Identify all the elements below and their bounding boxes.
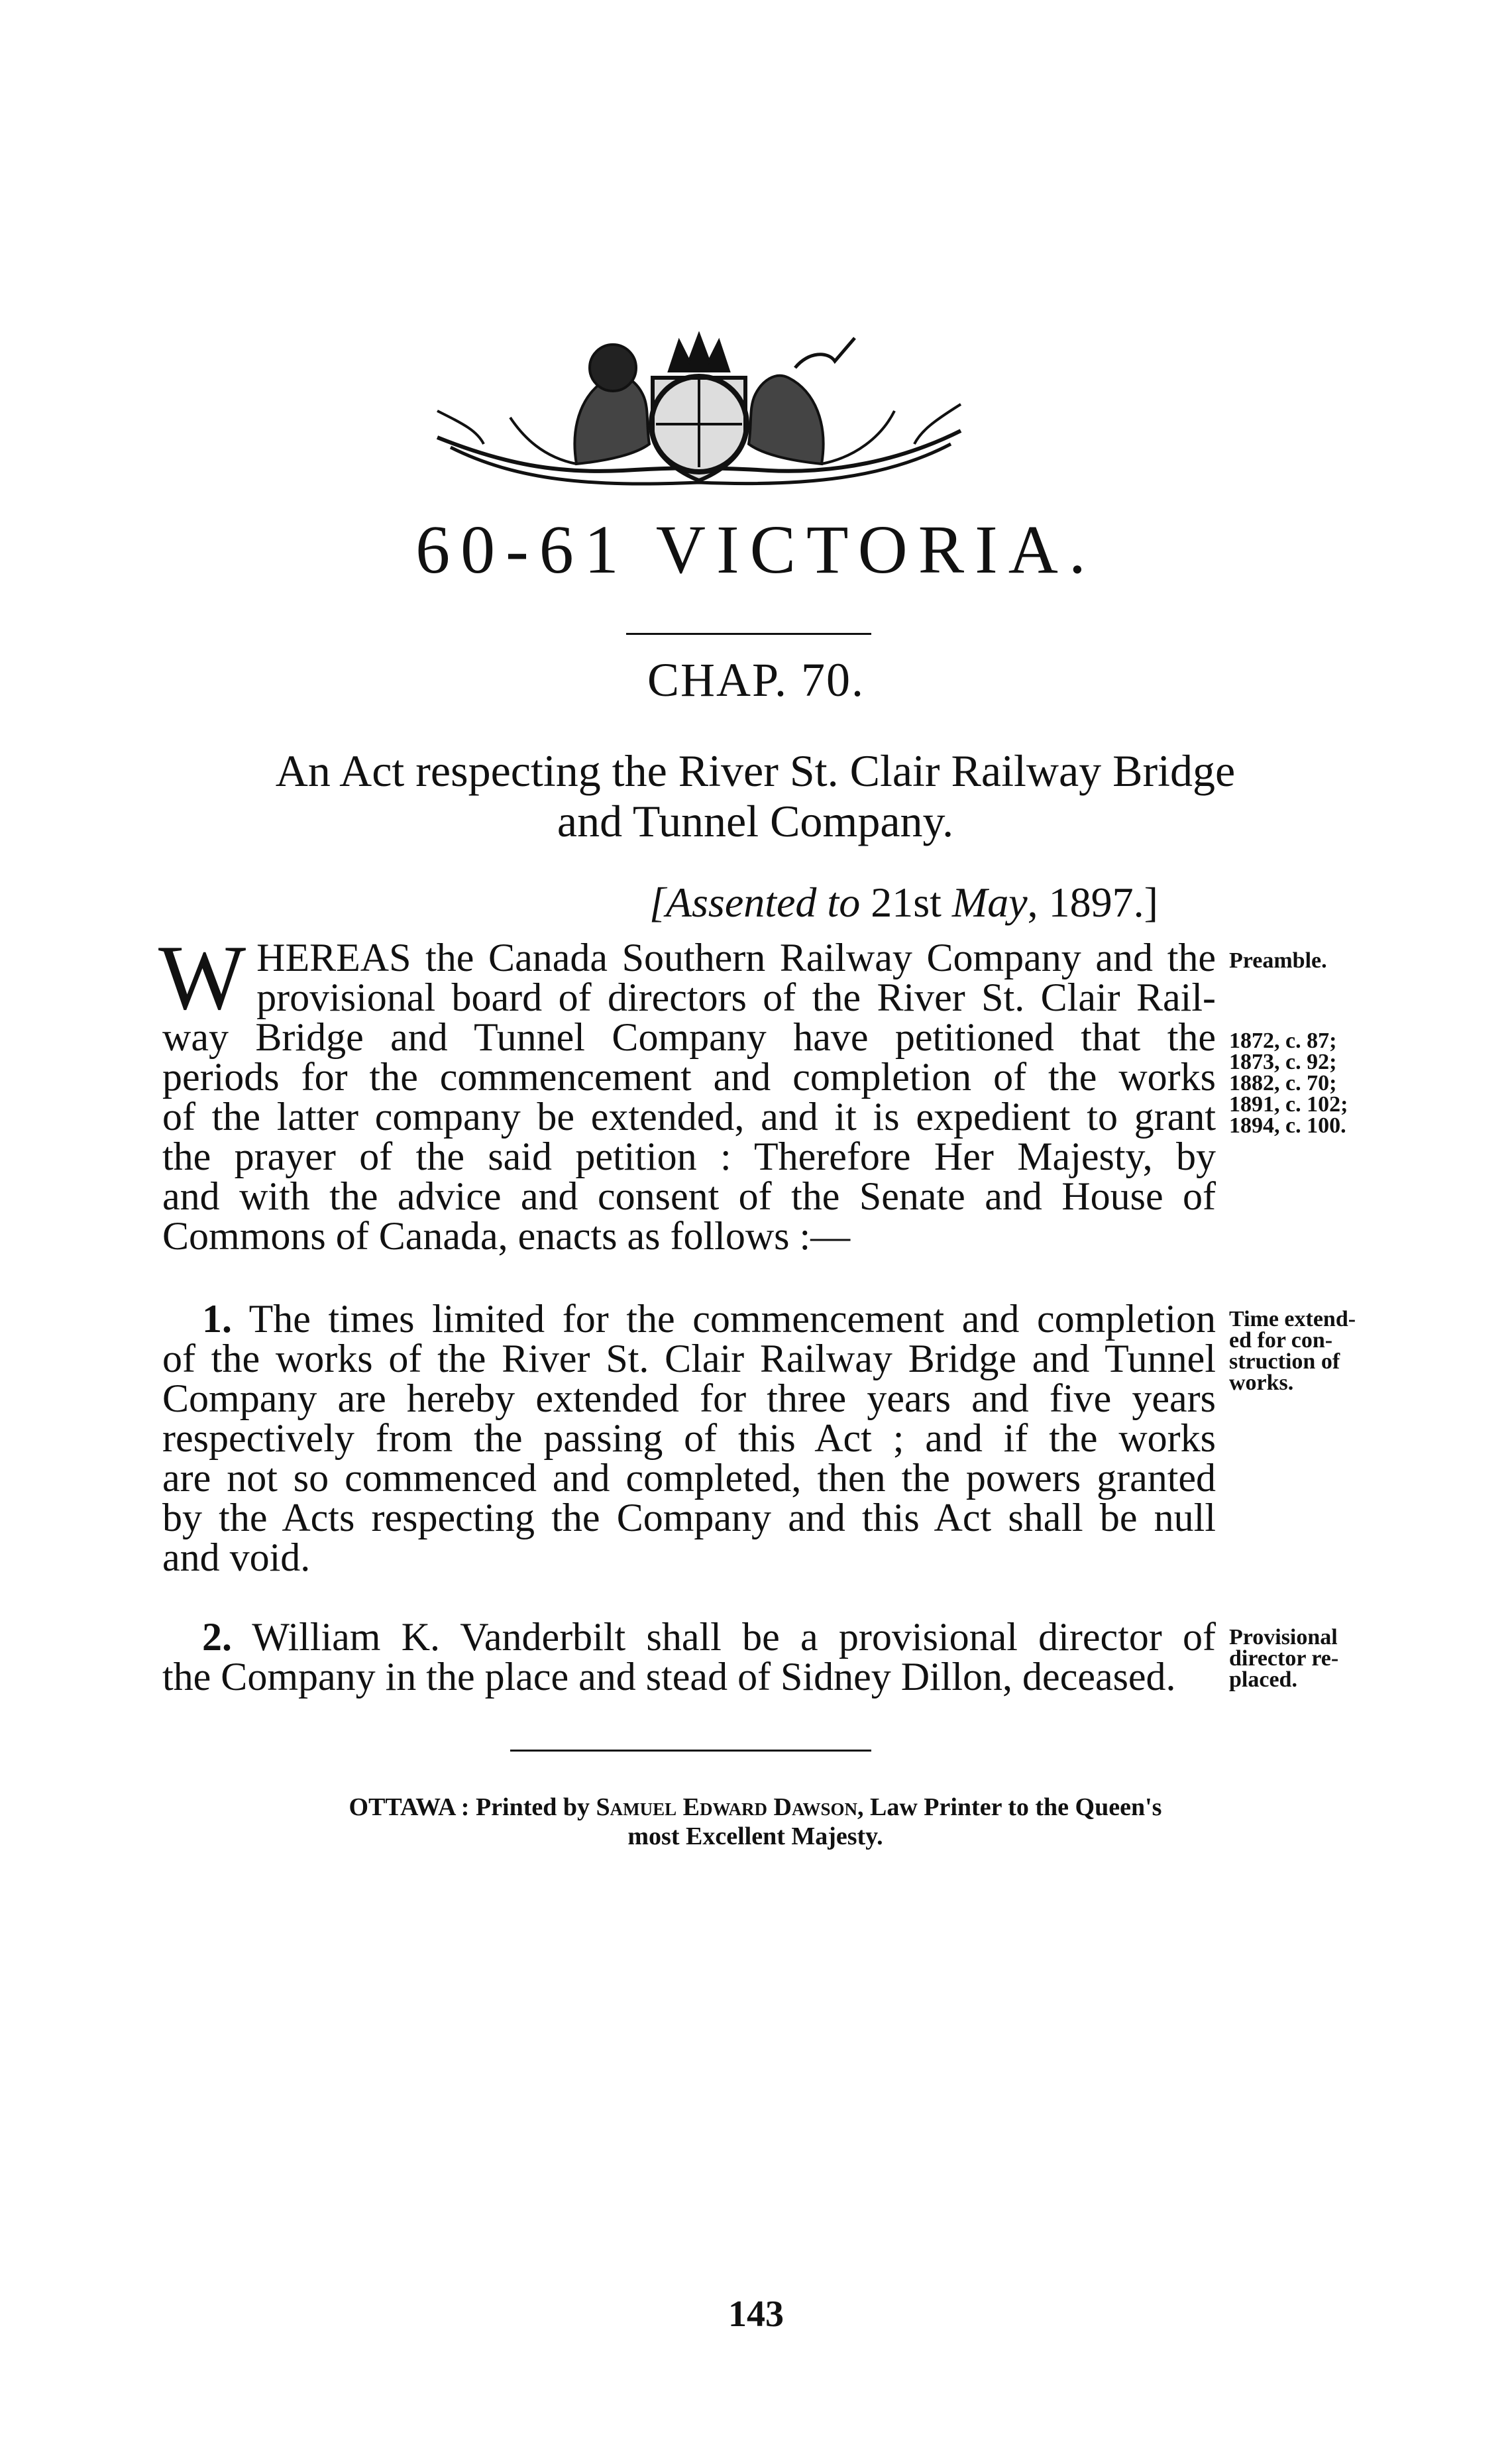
section-2-text [162,1617,1216,1697]
section-1-text [162,1299,1216,1577]
chapter-number: CHAP. 70. [647,653,865,706]
regnal-year-heading: 60-61 VICTORIA. [415,512,1097,588]
section-1-line: Company are hereby extended for three years and five years [162,1376,1216,1420]
section-1-line: respectively from the passing of this Act ; and if the works [162,1416,1216,1460]
preamble-line: provisional board of directors of the River St. Clair Rail- [256,976,1216,1019]
section-2-number: 2. [202,1615,232,1659]
section-2-line: the Company in the place and stead of Sidney Dillon, deceased. [162,1655,1176,1699]
preamble-line: of the latter company be extended, and it is expedient to grant [162,1095,1216,1139]
divider-rule-bottom [510,1750,871,1752]
divider-rule-top [626,633,871,635]
imprint-place: OTTAWA : [349,1793,470,1821]
preamble-text [158,926,1216,1258]
preamble-dropcap: W [158,926,246,1029]
margin-note-section-2: Provisional director re- placed. [1229,1625,1339,1692]
citation: 1882, c. 70; [1229,1071,1337,1095]
preamble-line: HEREAS the Canada Southern Railway Company and the [256,936,1216,979]
citation: 1872, c. 87; [1229,1029,1337,1053]
royal-crest-icon [424,331,974,497]
citation: 1894, c. 100. [1229,1113,1346,1138]
section-1-line: and void. [162,1536,311,1579]
margin-note-section-1: Time extend- ed for con- struction of works. [1229,1307,1356,1395]
printer-imprint [133,1793,1378,1851]
preamble-line: and with the advice and consent of the Senate and House of [162,1174,1216,1218]
assent-year: , 1897.] [1027,879,1158,926]
act-title [133,746,1378,846]
act-title-line-1: An Act respecting the River St. Clair Railway Bridge [275,746,1236,796]
act-title-line-2: and Tunnel Company. [557,796,954,846]
citation: 1891, c. 102; [1229,1092,1348,1117]
preamble-line: Commons of Canada, enacts as follows :— [162,1214,851,1258]
assent-day: 21st [871,879,942,926]
margin-note-preamble: Preamble. [1229,948,1327,973]
preamble-line: periods for the commencement and completion of the works [162,1055,1216,1099]
assent-prefix: [Assented to [649,879,871,926]
section-1-line: of the works of the River St. Clair Railway Bridge and Tunnel [162,1337,1216,1380]
imprint-printer-name: Samuel Edward Dawson, [596,1793,864,1821]
section-1-line: are not so commenced and completed, then the powers granted [162,1456,1216,1500]
section-1-number: 1. [202,1297,232,1341]
citation: 1873, c. 92; [1229,1050,1337,1074]
margin-citations [1229,1031,1395,1137]
page-number: 143 [728,2294,784,2335]
preamble-line: the prayer of the said petition : Therefore Her Majesty, by [162,1135,1216,1178]
section-2-line: 2. William K. Vanderbilt shall be a provisional director of [202,1615,1216,1659]
assent-date [649,878,1158,927]
imprint-printer-title: Law Printer to the Queen's [869,1793,1162,1821]
preamble-line: way Bridge and Tunnel Company have petitioned that the [162,1015,1216,1059]
section-1-line: 1. The times limited for the commencement and completion [202,1297,1216,1341]
imprint-printed-by: Printed by [475,1793,590,1821]
assent-month: May [951,879,1028,926]
imprint-line-2: most Excellent Majesty. [627,1822,883,1850]
section-1-line: by the Acts respecting the Company and this Act shall be null [162,1496,1216,1539]
